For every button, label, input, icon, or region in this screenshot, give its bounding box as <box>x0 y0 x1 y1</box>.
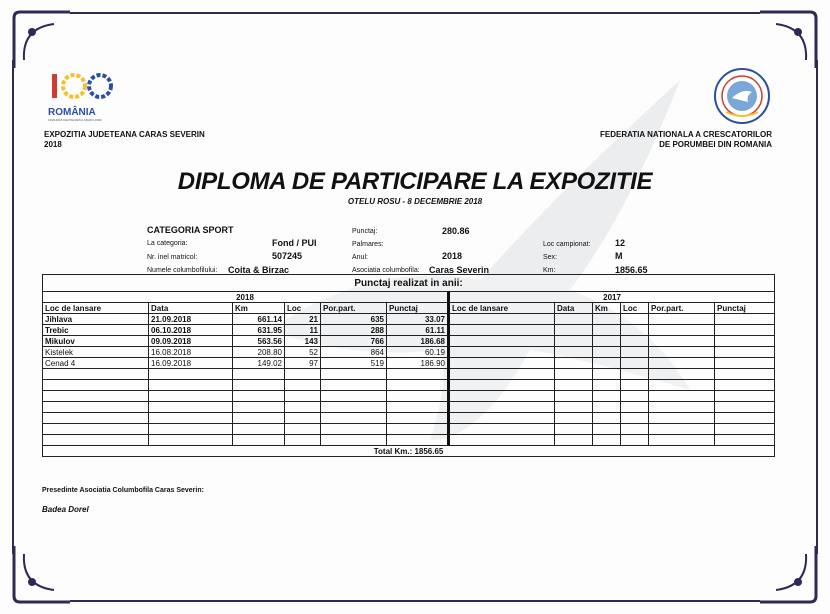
table-cell-punctaj: 186.68 <box>387 336 449 347</box>
loc-campionat-label: Loc campionat: <box>543 241 591 248</box>
table-cell-empty <box>649 347 715 358</box>
year-right: 2017 <box>449 292 775 303</box>
table-cell-empty <box>715 314 775 325</box>
table-cell-empty <box>715 336 775 347</box>
table-cell-empty <box>621 435 649 446</box>
table-cell-empty <box>387 413 449 424</box>
table-cell-punctaj: 186.90 <box>387 358 449 369</box>
table-cell-empty <box>593 391 621 402</box>
results-total-row <box>43 446 775 457</box>
col-header: Data <box>555 303 593 314</box>
table-cell-data: 16.08.2018 <box>149 347 233 358</box>
table-cell-empty <box>43 380 149 391</box>
col-header: Punctaj <box>715 303 775 314</box>
table-cell-empty <box>149 380 233 391</box>
table-cell-por: 864 <box>321 347 387 358</box>
table-cell-empty <box>321 391 387 402</box>
table-cell-empty <box>149 391 233 402</box>
year-left: 2018 <box>43 292 449 303</box>
table-cell-empty <box>449 347 555 358</box>
table-cell-km: 631.95 <box>233 325 285 336</box>
table-cell-empty <box>649 358 715 369</box>
diploma-title: DIPLOMA DE PARTICIPARE LA EXPOZITIE <box>177 168 653 195</box>
table-cell-data: 06.10.2018 <box>149 325 233 336</box>
table-cell-empty <box>233 435 285 446</box>
table-cell-empty <box>649 413 715 424</box>
logo-country-name: ROMÂNIA <box>48 107 96 118</box>
table-cell-empty <box>285 369 321 380</box>
table-cell-empty <box>715 358 775 369</box>
category-title: CATEGORIA SPORT <box>147 225 234 235</box>
table-cell-empty <box>555 413 593 424</box>
asociatia-value: Caras Severin <box>429 265 490 275</box>
frame-right-line <box>816 60 818 554</box>
table-cell-empty <box>387 435 449 446</box>
diploma-subtitle: OTELU ROSU - 8 DECEMBRIE 2018 <box>347 197 483 206</box>
table-cell-empty <box>321 380 387 391</box>
table-cell-empty <box>621 325 649 336</box>
table-cell-empty <box>449 358 555 369</box>
table-cell-empty <box>233 369 285 380</box>
table-row-empty <box>43 402 775 413</box>
asociatia-label: Asociatia columbofila: <box>352 267 420 274</box>
corner-ornament-bottom-left <box>4 540 74 610</box>
table-cell-empty <box>649 314 715 325</box>
table-cell-km: 661.14 <box>233 314 285 325</box>
col-header: Loc de lansare <box>43 303 149 314</box>
table-cell-empty <box>285 391 321 402</box>
table-cell-empty <box>449 435 555 446</box>
table-cell-empty <box>555 402 593 413</box>
table-cell-data: 21.09.2018 <box>149 314 233 325</box>
anul-value: 2018 <box>442 251 463 261</box>
table-cell-loc: Kistelek <box>43 347 149 358</box>
table-cell-empty <box>387 391 449 402</box>
palmares-label: Palmares: <box>352 241 384 248</box>
corner-ornament-bottom-right <box>756 540 826 610</box>
col-header: Loc <box>285 303 321 314</box>
table-cell-empty <box>715 391 775 402</box>
corner-ornament-top-left <box>4 4 74 74</box>
table-cell-empty <box>233 391 285 402</box>
table-cell-empty <box>233 424 285 435</box>
table-cell-empty <box>233 380 285 391</box>
table-cell-empty <box>715 435 775 446</box>
table-cell-empty <box>149 402 233 413</box>
table-cell-empty <box>715 402 775 413</box>
table-cell-empty <box>233 402 285 413</box>
col-header: Loc <box>621 303 649 314</box>
km-value: 1856.65 <box>615 265 648 275</box>
table-cell-por: 288 <box>321 325 387 336</box>
table-cell-data: 16.09.2018 <box>149 358 233 369</box>
table-cell-empty <box>649 424 715 435</box>
table-cell-pos: 21 <box>285 314 321 325</box>
table-cell-empty <box>449 380 555 391</box>
table-row-empty <box>43 424 775 435</box>
table-cell-empty <box>149 413 233 424</box>
anul-label: Anul: <box>352 254 368 261</box>
table-row-empty <box>43 435 775 446</box>
table-cell-empty <box>43 413 149 424</box>
table-cell-empty <box>715 325 775 336</box>
table-cell-empty <box>387 369 449 380</box>
table-cell-data: 09.09.2018 <box>149 336 233 347</box>
table-cell-empty <box>593 369 621 380</box>
table-cell-empty <box>621 391 649 402</box>
table-cell-empty <box>649 391 715 402</box>
sex-value: M <box>615 251 623 261</box>
table-cell-empty <box>555 369 593 380</box>
col-header: Km <box>233 303 285 314</box>
table-cell-empty <box>43 435 149 446</box>
federation-name-line2: DE PORUMBEI DIN ROMANIA <box>659 140 772 149</box>
table-cell-empty <box>555 314 593 325</box>
president-name: Badea Dorel <box>42 505 89 514</box>
table-cell-empty <box>449 424 555 435</box>
table-row-empty <box>43 413 775 424</box>
table-cell-empty <box>449 369 555 380</box>
table-row <box>43 325 775 336</box>
nr-inel-value: 507245 <box>272 251 303 261</box>
nr-inel-label: Nr. inel matricol: <box>147 254 198 261</box>
loc-campionat-value: 12 <box>615 238 626 248</box>
table-cell-pos: 11 <box>285 325 321 336</box>
table-cell-empty <box>555 380 593 391</box>
table-cell-empty <box>321 369 387 380</box>
punctaj-value: 280.86 <box>442 226 470 236</box>
table-cell-empty <box>285 435 321 446</box>
table-cell-empty <box>555 325 593 336</box>
table-cell-empty <box>593 402 621 413</box>
exhibition-year: 2018 <box>44 140 62 149</box>
results-caption-row <box>43 275 775 292</box>
table-cell-empty <box>621 369 649 380</box>
corner-ornament-top-right <box>756 4 826 74</box>
table-cell-empty <box>593 424 621 435</box>
table-cell-empty <box>649 369 715 380</box>
table-cell-empty <box>715 413 775 424</box>
table-cell-empty <box>449 325 555 336</box>
table-cell-punctaj: 61.11 <box>387 325 449 336</box>
table-cell-empty <box>43 369 149 380</box>
table-cell-empty <box>321 402 387 413</box>
table-cell-empty <box>387 424 449 435</box>
table-cell-empty <box>449 336 555 347</box>
table-cell-empty <box>555 391 593 402</box>
la-categoria-value: Fond / PUI <box>272 238 317 248</box>
table-cell-empty <box>321 424 387 435</box>
table-cell-empty <box>285 380 321 391</box>
table-cell-punctaj: 60.19 <box>387 347 449 358</box>
table-cell-empty <box>285 402 321 413</box>
table-cell-empty <box>649 325 715 336</box>
table-row <box>43 336 775 347</box>
table-cell-empty <box>621 314 649 325</box>
table-row-empty <box>43 369 775 380</box>
table-cell-empty <box>649 435 715 446</box>
table-cell-empty <box>321 435 387 446</box>
numele-columbofilului-value: Coita & Birzac <box>228 265 290 275</box>
table-cell-empty <box>649 336 715 347</box>
president-label: Presedinte Asociatia Columbofila Caras Severin: <box>42 487 204 494</box>
punctaj-label: Punctaj: <box>352 228 378 235</box>
table-row <box>43 347 775 358</box>
table-row <box>43 358 775 369</box>
col-header: Km <box>593 303 621 314</box>
table-cell-empty <box>593 336 621 347</box>
table-cell-por: 519 <box>321 358 387 369</box>
romania-centenary-logo <box>48 70 118 120</box>
table-row-empty <box>43 380 775 391</box>
table-cell-empty <box>449 314 555 325</box>
table-cell-empty <box>555 347 593 358</box>
table-cell-empty <box>593 325 621 336</box>
table-cell-pos: 52 <box>285 347 321 358</box>
table-cell-loc: Cenad 4 <box>43 358 149 369</box>
col-header: Loc de lansare <box>449 303 555 314</box>
table-cell-empty <box>43 391 149 402</box>
table-cell-por: 635 <box>321 314 387 325</box>
federation-seal-logo <box>712 66 772 126</box>
total-km: Total Km.: 1856.65 <box>43 446 775 457</box>
results-table <box>42 274 775 457</box>
table-cell-empty <box>593 347 621 358</box>
table-cell-empty <box>593 358 621 369</box>
col-header: Por.part. <box>649 303 715 314</box>
table-cell-loc: Mikulov <box>43 336 149 347</box>
table-cell-punctaj: 33.07 <box>387 314 449 325</box>
table-cell-empty <box>449 402 555 413</box>
table-row <box>43 314 775 325</box>
table-cell-empty <box>555 435 593 446</box>
table-cell-empty <box>555 358 593 369</box>
numele-columbofilului-label: Numele columbofilului: <box>147 267 218 274</box>
results-year-row <box>43 292 775 303</box>
table-cell-empty <box>43 402 149 413</box>
frame-left-line <box>12 60 14 554</box>
table-cell-empty <box>715 424 775 435</box>
col-header: Por.part. <box>321 303 387 314</box>
table-cell-empty <box>149 424 233 435</box>
table-cell-empty <box>555 424 593 435</box>
table-cell-empty <box>649 380 715 391</box>
table-cell-empty <box>43 424 149 435</box>
centenary-100-icon <box>48 70 118 102</box>
logo-tagline: 1918-2018 CENTENARUL MARII UNIRI <box>48 118 102 122</box>
sex-label: Sex: <box>543 254 558 261</box>
table-cell-pos: 97 <box>285 358 321 369</box>
table-cell-empty <box>715 380 775 391</box>
frame-top-line <box>70 12 760 14</box>
col-header: Punctaj <box>387 303 449 314</box>
table-cell-empty <box>149 435 233 446</box>
exhibition-name: EXPOZITIA JUDETEANA CARAS SEVERIN <box>44 130 205 139</box>
table-cell-empty <box>649 402 715 413</box>
table-cell-loc: Jihlava <box>43 314 149 325</box>
table-row-empty <box>43 391 775 402</box>
table-cell-loc: Trebic <box>43 325 149 336</box>
table-cell-empty <box>149 369 233 380</box>
table-cell-empty <box>321 413 387 424</box>
table-cell-empty <box>387 380 449 391</box>
table-cell-empty <box>621 380 649 391</box>
table-cell-empty <box>593 314 621 325</box>
exhibition-header <box>44 130 205 150</box>
table-cell-pos: 143 <box>285 336 321 347</box>
km-label: Km: <box>543 267 556 274</box>
table-cell-empty <box>285 413 321 424</box>
table-cell-empty <box>593 380 621 391</box>
table-cell-km: 563.56 <box>233 336 285 347</box>
table-cell-empty <box>555 336 593 347</box>
federation-header <box>600 130 772 150</box>
table-cell-empty <box>621 336 649 347</box>
federation-name-line1: FEDERATIA NATIONALA A CRESCATORILOR <box>600 130 772 139</box>
table-cell-empty <box>233 413 285 424</box>
table-cell-empty <box>593 435 621 446</box>
table-cell-empty <box>715 369 775 380</box>
table-cell-empty <box>593 413 621 424</box>
la-categoria-label: La categoria: <box>147 240 188 247</box>
results-caption: Punctaj realizat in anii: <box>43 275 775 292</box>
col-header: Data <box>149 303 233 314</box>
table-cell-empty <box>715 347 775 358</box>
table-cell-empty <box>621 413 649 424</box>
table-cell-empty <box>387 402 449 413</box>
table-cell-empty <box>449 413 555 424</box>
frame-bottom-line <box>70 600 760 602</box>
table-cell-empty <box>621 347 649 358</box>
table-cell-por: 766 <box>321 336 387 347</box>
results-header-row <box>43 303 775 314</box>
table-cell-km: 149.02 <box>233 358 285 369</box>
table-cell-empty <box>621 358 649 369</box>
table-cell-empty <box>621 424 649 435</box>
table-cell-empty <box>285 424 321 435</box>
table-cell-empty <box>449 391 555 402</box>
table-cell-km: 208.80 <box>233 347 285 358</box>
table-cell-empty <box>621 402 649 413</box>
